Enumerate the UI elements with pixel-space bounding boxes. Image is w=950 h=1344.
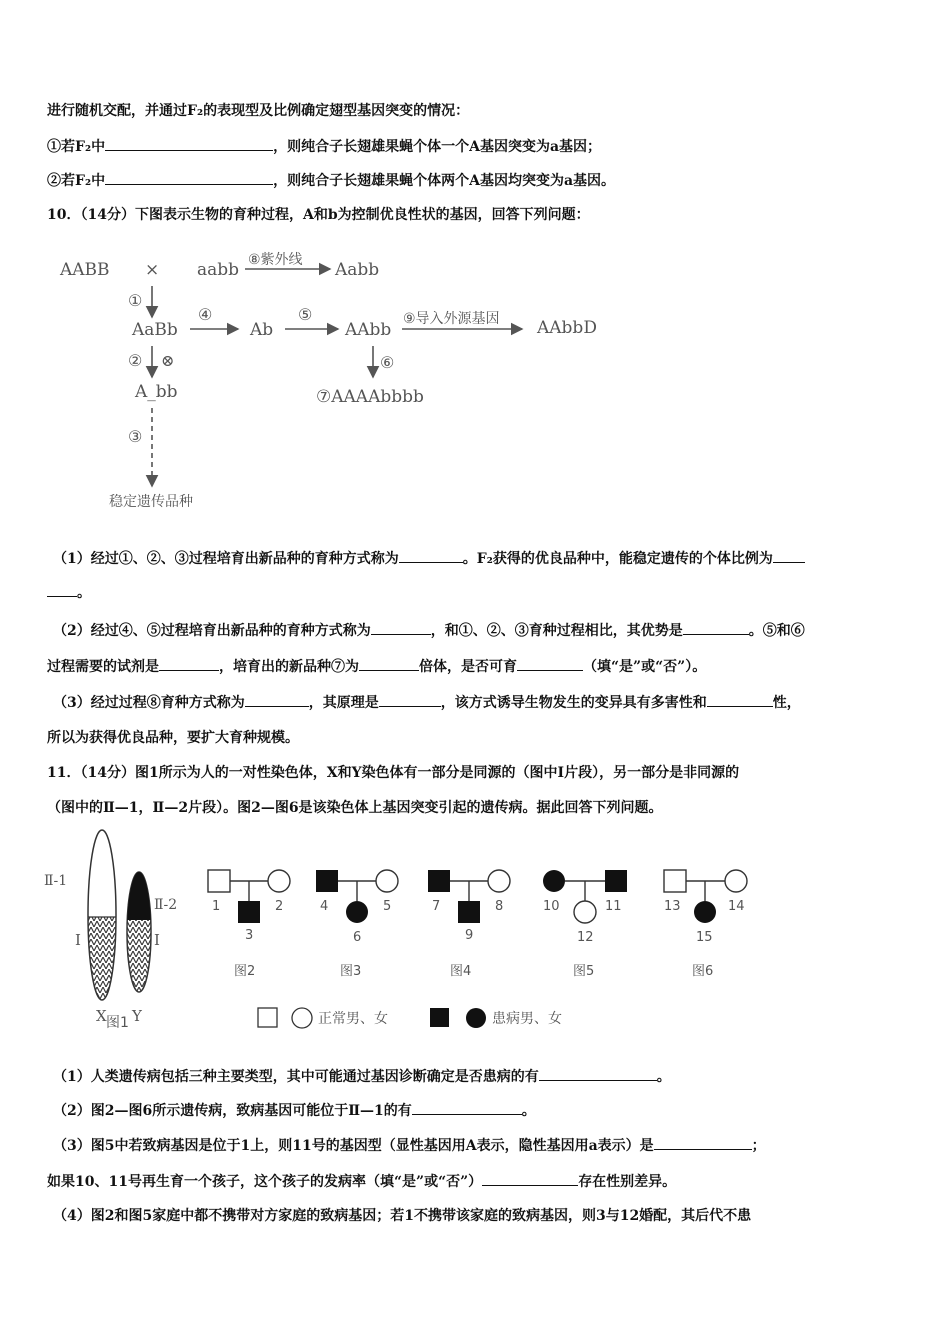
y-chromosome bbox=[126, 870, 152, 995]
fig5-caption: 图5 bbox=[573, 964, 595, 979]
step-4-label: ④ bbox=[198, 305, 213, 324]
q9-case2: ②若F₂中 ，则纯合子长翅雄果蝇个体两个A基因均突变为a基因。 bbox=[47, 170, 615, 191]
stable-variety-label: 稳定遗传品种 bbox=[109, 494, 193, 510]
cross-symbol: × bbox=[145, 260, 160, 280]
q11-sub3: （3）图5中若致病基因是位于1上，则11号的基因型（显性基因用A表示，隐性基因用a表示）是 ； bbox=[53, 1135, 766, 1156]
f1-aabb: AaBb bbox=[132, 320, 178, 340]
fig2-caption: 图2 bbox=[234, 964, 256, 979]
haploid-doubled-aabb: AAbb bbox=[345, 320, 392, 340]
ind-14: 14 bbox=[728, 899, 745, 914]
q9-case1: ①若F₂中 ，则纯合子长翅雄果蝇个体一个A基因突变为a基因； bbox=[47, 136, 601, 157]
q10-sub2-blank5[interactable] bbox=[517, 656, 583, 671]
legend-normal-label: 正常男、女 bbox=[318, 1011, 388, 1027]
ind-13: 13 bbox=[664, 899, 681, 914]
q11-sub1-blank[interactable] bbox=[539, 1066, 657, 1081]
ind-12: 12 bbox=[577, 930, 594, 945]
q11-stem-2: （图中的Ⅱ—1，Ⅱ—2片段）。图2—图6是该染色体上基因突变引起的遗传病。据此回答下列问题。 bbox=[47, 800, 663, 816]
step-3-label: ③ bbox=[128, 427, 143, 446]
fig1-caption: 图1 bbox=[106, 1015, 129, 1031]
q11-sub4: （4）图2和图5家庭中都不携带对方家庭的致病基因；若1不携带该家庭的致病基因，则3与12婚配，其后代不患 bbox=[53, 1208, 752, 1224]
mutant-aabb: Aabb bbox=[335, 260, 380, 280]
q10-sub3-blank2[interactable] bbox=[379, 692, 441, 707]
ind-11: 11 bbox=[605, 899, 622, 914]
ind-2: 2 bbox=[275, 899, 284, 914]
q10-sub1-blank2a[interactable] bbox=[773, 548, 805, 563]
q10-stem: 10．（14分）下图表示生物的育种过程，A和b为控制优良性状的基因，回答下列问题： bbox=[47, 207, 590, 223]
ind-6: 6 bbox=[353, 930, 362, 945]
pedigree-figure bbox=[40, 825, 760, 1040]
parent-aabb-recessive: aabb bbox=[197, 260, 240, 280]
legend-ill-label: 患病男、女 bbox=[492, 1011, 562, 1027]
ind-7: 7 bbox=[432, 899, 441, 914]
tetraploid-7: ⑦AAAAbbbb bbox=[316, 387, 424, 407]
q11-sub3-blank2[interactable] bbox=[482, 1171, 578, 1186]
transgenic-aabbd: AAbbD bbox=[537, 318, 597, 338]
pedigree-fig2 bbox=[208, 870, 290, 923]
label-ii-1: Ⅱ-1 bbox=[44, 873, 68, 889]
ind-8: 8 bbox=[495, 899, 504, 914]
label-x: X bbox=[96, 1007, 107, 1025]
ind-10: 10 bbox=[543, 899, 560, 914]
ind-1: 1 bbox=[212, 899, 221, 914]
fig6-caption: 图6 bbox=[692, 964, 714, 979]
q10-sub1: （1）经过①、②、③过程培育出新品种的育种方式称为 。F₂获得的优良品种中，能稳定遗传的个体比例为 bbox=[53, 548, 805, 569]
step-5-label: ⑤ bbox=[298, 305, 313, 324]
ind-4: 4 bbox=[320, 899, 329, 914]
label-i-right: Ⅰ bbox=[154, 931, 160, 949]
pedigree-fig6 bbox=[664, 870, 747, 923]
breeding-diagram bbox=[40, 240, 640, 530]
q10-sub3-blank3[interactable] bbox=[707, 692, 773, 707]
ind-5: 5 bbox=[383, 899, 392, 914]
f2-a-bb: A_bb bbox=[135, 382, 178, 402]
step-9-label: ⑨导入外源基因 bbox=[403, 311, 500, 327]
label-ii-2: Ⅱ-2 bbox=[154, 897, 178, 913]
q10-sub3-blank1[interactable] bbox=[245, 692, 309, 707]
fig3-caption: 图3 bbox=[340, 964, 362, 979]
step-2-label: ② bbox=[128, 351, 143, 370]
q10-sub1-cont: 。 bbox=[47, 582, 91, 603]
q10-sub2-blank4[interactable] bbox=[359, 656, 419, 671]
q9-intro: 进行随机交配，并通过F₂的表现型及比例确定翅型基因突变的情况： bbox=[47, 103, 470, 119]
ind-3: 3 bbox=[245, 928, 254, 943]
parent-aabb: AABB bbox=[60, 260, 110, 280]
q11-sub3-cont: 如果10、11号再生育一个孩子，这个孩子的发病率（填“是”或“否”） 存在性别差异。 bbox=[47, 1171, 676, 1192]
q10-sub2-blank2[interactable] bbox=[683, 620, 749, 635]
q11-sub2-blank[interactable] bbox=[412, 1100, 522, 1115]
fig4-caption: 图4 bbox=[450, 964, 472, 979]
ind-9: 9 bbox=[465, 928, 474, 943]
step-6-label: ⑥ bbox=[380, 353, 395, 372]
q9-blank2[interactable] bbox=[105, 170, 273, 185]
q10-sub1-blank1[interactable] bbox=[399, 548, 463, 563]
gamete-ab: Ab bbox=[250, 320, 274, 340]
q10-sub2-blank1[interactable] bbox=[371, 620, 431, 635]
pedigree-fig3 bbox=[316, 870, 398, 923]
q10-sub2-blank3[interactable] bbox=[159, 656, 219, 671]
label-i-left: Ⅰ bbox=[75, 931, 81, 949]
q10-sub3: （3）经过过程⑧育种方式称为 ，其原理是 ，该方式诱导生物发生的变异具有多害性和 性， bbox=[53, 692, 801, 713]
q10-sub2-cont: 过程需要的试剂是 ，培育出的新品种⑦为 倍体，是否可育 （填“是”或“否”）。 bbox=[47, 656, 706, 677]
legend bbox=[258, 1008, 562, 1028]
q10-sub3-cont: 所以为获得优良品种，要扩大育种规模。 bbox=[47, 730, 299, 746]
ind-15: 15 bbox=[696, 930, 713, 945]
q10-sub2: （2）经过④、⑤过程培育出新品种的育种方式称为 ，和①、②、③育种过程相比，其优势是 。⑤和⑥ bbox=[53, 620, 805, 641]
q11-sub1: （1）人类遗传病包括三种主要类型，其中可能通过基因诊断确定是否患病的有 。 bbox=[53, 1066, 671, 1087]
q9-blank1[interactable] bbox=[105, 136, 273, 151]
q11-sub2: （2）图2—图6所示遗传病，致病基因可能位于Ⅱ—1的有 。 bbox=[53, 1100, 536, 1121]
pedigree-fig4 bbox=[428, 870, 510, 923]
label-y: Y bbox=[132, 1007, 142, 1025]
q11-stem-1: 11．（14分）图1所示为人的一对性染色体，X和Y染色体有一部分是同源的（图中Ⅰ片段），另一部分是非同源的 bbox=[47, 765, 740, 781]
step-1-label: ① bbox=[128, 291, 143, 310]
step-8-label: ⑧紫外线 bbox=[248, 252, 303, 268]
q10-sub1-blank2b[interactable] bbox=[47, 582, 77, 597]
selfing-icon: ⊗ bbox=[161, 351, 175, 370]
q11-sub3-blank1[interactable] bbox=[654, 1135, 752, 1150]
x-chromosome bbox=[86, 830, 118, 1007]
pedigree-fig5 bbox=[543, 870, 627, 923]
